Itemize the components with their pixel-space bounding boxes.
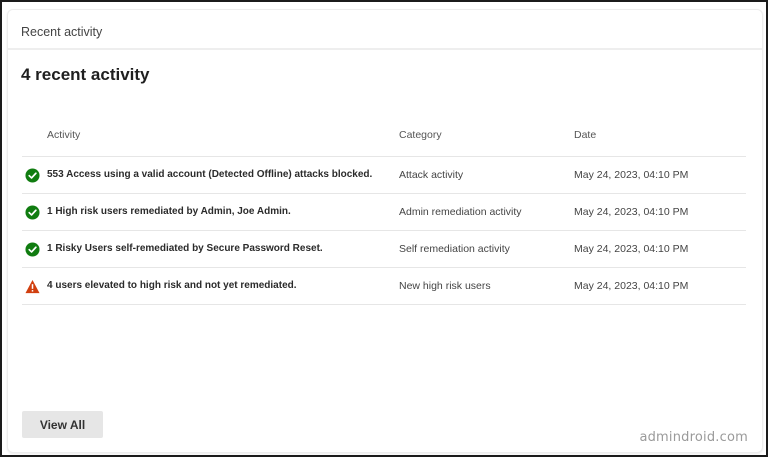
category-text: Admin remediation activity: [399, 206, 522, 218]
category-text: New high risk users: [399, 280, 491, 292]
watermark-text: admindroid.com: [639, 430, 748, 445]
date-text: May 24, 2023, 04:10 PM: [574, 169, 689, 181]
activity-count-title: 4 recent activity: [21, 65, 150, 84]
check-circle-icon: [25, 242, 40, 257]
warning-triangle-icon: [25, 279, 40, 294]
activity-text: 553 Access using a valid account (Detected Offline) attacks blocked.: [47, 169, 373, 180]
category-text: Self remediation activity: [399, 243, 510, 255]
check-circle-icon: [25, 205, 40, 220]
recent-activity-card: [7, 9, 763, 453]
date-text: May 24, 2023, 04:10 PM: [574, 280, 689, 292]
activity-text: 1 High risk users remediated by Admin, Joe Admin.: [47, 206, 291, 217]
column-header-activity[interactable]: Activity: [47, 129, 81, 141]
column-header-category[interactable]: Category: [399, 129, 442, 141]
card-header: [8, 10, 762, 50]
column-header-date[interactable]: Date: [574, 129, 597, 141]
activity-text: 4 users elevated to high risk and not yet remediated.: [47, 280, 297, 291]
table-row[interactable]: [22, 231, 746, 268]
table-row[interactable]: [22, 268, 746, 305]
card-header-title: Recent activity: [21, 25, 103, 39]
date-text: May 24, 2023, 04:10 PM: [574, 206, 689, 218]
table-row[interactable]: [22, 157, 746, 194]
check-circle-icon: [25, 168, 40, 183]
table-row[interactable]: [22, 194, 746, 231]
date-text: May 24, 2023, 04:10 PM: [574, 243, 689, 255]
activity-text: 1 Risky Users self-remediated by Secure Password Reset.: [47, 243, 323, 254]
category-text: Attack activity: [399, 169, 464, 181]
table-header: [22, 118, 746, 157]
activity-table: [22, 118, 746, 305]
view-all-button[interactable]: View All: [22, 411, 103, 438]
